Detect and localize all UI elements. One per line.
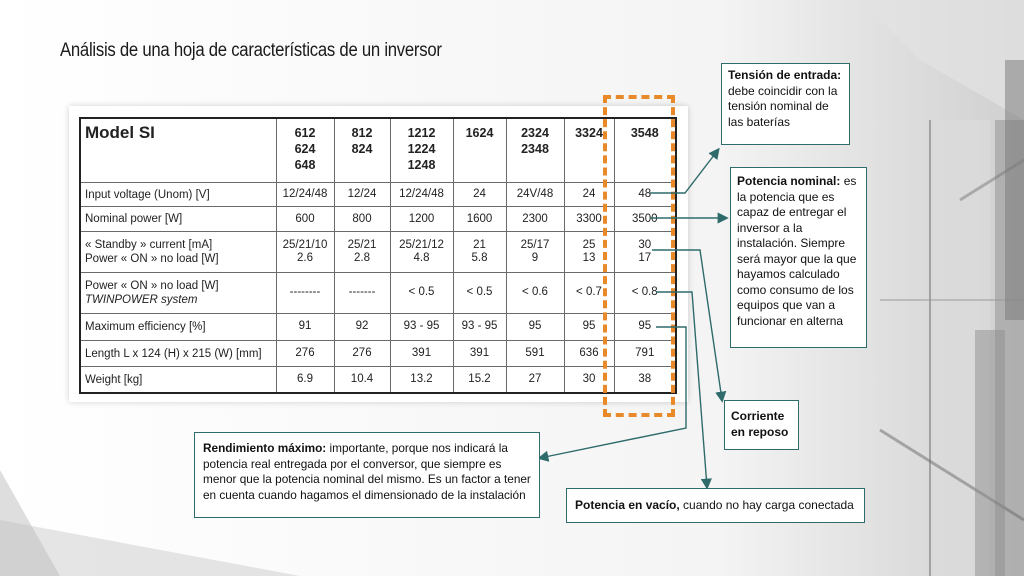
table-header-row: [80, 118, 676, 182]
table-cell: 21 5.8: [453, 232, 506, 272]
table-cell: 30: [564, 367, 614, 393]
table-cell: 15.2: [453, 367, 506, 393]
table-cell: 25/17 9: [506, 232, 564, 272]
table-cell: 600: [276, 207, 334, 232]
table-cell: 12/24/48: [276, 182, 334, 206]
table-cell: 3500: [614, 207, 676, 232]
table-cell: 95: [564, 313, 614, 340]
table-cell: 1600: [453, 207, 506, 232]
table-cell: 276: [276, 341, 334, 367]
table-row: [80, 272, 676, 313]
highlight-column-dashed-box: [603, 95, 675, 417]
table-cell: 3300: [564, 207, 614, 232]
table-cell: 93 - 95: [453, 313, 506, 340]
table-cell: 24V/48: [506, 182, 564, 206]
row-label: Weight [kg]: [80, 367, 276, 393]
table-cell: < 0.5: [453, 272, 506, 313]
note-tension-entrada: Tensión de entrada: debe coincidir con la tensión nominal de las baterías: [721, 63, 850, 145]
model-col-header: 1212 1224 1248: [390, 118, 453, 182]
table-cell: 24: [453, 182, 506, 206]
note-potencia-nominal: Potencia nominal: es la potencia que es capaz de entregar el inversor a la instalación. Siempre será mayor que la que hayamos calculado como consumo de los equipos que van a funcionar en alterna: [730, 167, 867, 348]
page-title: Análisis de una hoja de características de un inversor: [60, 40, 442, 61]
table-cell: -------: [334, 272, 390, 313]
model-col-header: 612 624 648: [276, 118, 334, 182]
table-cell: --------: [276, 272, 334, 313]
row-label: Power « ON » no load [W] TWINPOWER system: [80, 272, 276, 313]
note-corriente-reposo: Corriente en reposo: [724, 400, 799, 450]
table-cell: 12/24: [334, 182, 390, 206]
table-cell: 12/24/48: [390, 182, 453, 206]
row-label: Input voltage (Unom) [V]: [80, 182, 276, 206]
table-cell: 391: [453, 341, 506, 367]
table-cell: < 0.6: [506, 272, 564, 313]
table-row: [80, 341, 676, 367]
table-row: [80, 367, 676, 393]
model-header: Model SI: [80, 118, 276, 182]
table-cell: 391: [390, 341, 453, 367]
table-cell: 276: [334, 341, 390, 367]
table-cell: 38: [614, 367, 676, 393]
table-cell: 800: [334, 207, 390, 232]
model-col-header: 1624: [453, 118, 506, 182]
table-cell: 24: [564, 182, 614, 206]
table-cell: < 0.8: [614, 272, 676, 313]
table-cell: 25/21 2.8: [334, 232, 390, 272]
table-cell: 2300: [506, 207, 564, 232]
model-col-header: 3324: [564, 118, 614, 182]
table-cell: 636: [564, 341, 614, 367]
note-potencia-vacio: Potencia en vacío, cuando no hay carga conectada: [566, 488, 865, 523]
table-row: [80, 232, 676, 272]
table-row: [80, 313, 676, 340]
spec-table: [79, 117, 677, 394]
table-cell: 25/21/12 4.8: [390, 232, 453, 272]
table-row: [80, 182, 676, 206]
table-cell: < 0.5: [390, 272, 453, 313]
row-label: « Standby » current [mA] Power « ON » no load [W]: [80, 232, 276, 272]
row-label: Length L x 124 (H) x 215 (W) [mm]: [80, 341, 276, 367]
table-cell: 27: [506, 367, 564, 393]
model-col-header: 3548: [614, 118, 676, 182]
table-row: [80, 207, 676, 232]
row-label: Nominal power [W]: [80, 207, 276, 232]
table-cell: 1200: [390, 207, 453, 232]
table-cell: 95: [614, 313, 676, 340]
table-cell: 791: [614, 341, 676, 367]
table-cell: 10.4: [334, 367, 390, 393]
table-cell: 93 - 95: [390, 313, 453, 340]
table-cell: 25 13: [564, 232, 614, 272]
table-cell: 95: [506, 313, 564, 340]
table-cell: 25/21/10 2.6: [276, 232, 334, 272]
note-rendimiento-maximo: Rendimiento máximo: importante, porque nos indicará la potencia real entregada por el conversor, que siempre es menor que la potencia nominal del mismo. Es un factor a tener en cuenta cuando hagamos el dimensionado de la instalación: [194, 432, 540, 518]
row-label: Maximum efficiency [%]: [80, 313, 276, 340]
model-col-header: 2324 2348: [506, 118, 564, 182]
table-cell: 48: [614, 182, 676, 206]
table-cell: 91: [276, 313, 334, 340]
table-cell: 591: [506, 341, 564, 367]
table-cell: 6.9: [276, 367, 334, 393]
table-cell: 92: [334, 313, 390, 340]
table-cell: < 0.7: [564, 272, 614, 313]
table-cell: 13.2: [390, 367, 453, 393]
table-cell: 30 17: [614, 232, 676, 272]
model-col-header: 812 824: [334, 118, 390, 182]
